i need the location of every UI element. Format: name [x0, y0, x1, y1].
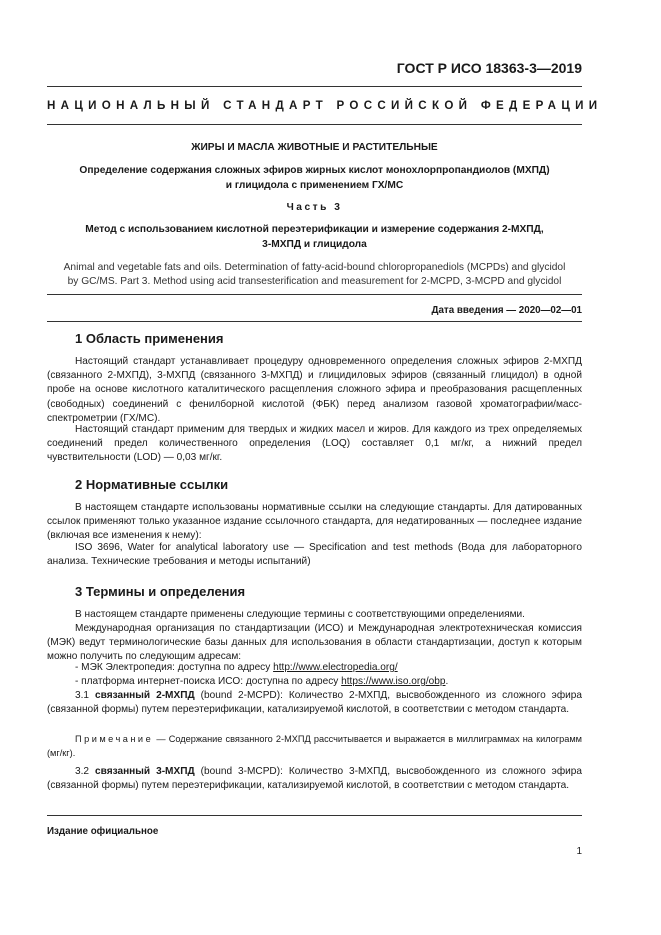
part-title-line-2: 3-МХПД и глицидола: [262, 239, 367, 250]
header-rule: [47, 86, 582, 87]
list-item-iso-obp: [47, 675, 582, 689]
part-title: [47, 222, 582, 252]
list-item-iso-obp-text: - платформа интернет-поиска ИСО: доступна по адресу: [75, 676, 342, 687]
definition-3-2-number: 3.2: [75, 766, 96, 777]
section-1-paragraph-1: Настоящий стандарт устанавливает процедуру одновременного определения сложных эфиров 2-МХПД (связанного 2-МХПД), 3-МХПД (связанного 3-МХПД) и глицидиловых эфиров (связанный глицидол) в одной пробе на основе кислотного каталитического расщепления сложного эфира и преобразования расщепленных (свободных) соединений с фенилборной кислотой (ФБК) перед анализом газовой хроматографии/масс-спектрометрии (ГХ/МС).: [47, 356, 582, 424]
date-rule: [47, 321, 582, 322]
definition-3-1: [47, 689, 582, 717]
section-3-paragraph-1: В настоящем стандарте применены следующие термины с соответствующими определениями.: [75, 609, 525, 620]
official-edition-label: Издание официальное: [47, 826, 159, 837]
list-item-electropedia-text: - МЭК Электропедия: доступна по адресу: [75, 662, 274, 673]
title-rule: [47, 294, 582, 295]
part-title-line-1: Метод с использованием кислотной переэтерификации и измерение содержания 2-МХПД,: [85, 224, 544, 235]
english-title-line-1: Animal and vegetable fats and oils. Determination of fatty-acid-bound chloropropanediols (MCPDs) and glycidol: [63, 262, 566, 273]
subtitle-line-2: и глицидола с применением ГХ/МС: [225, 180, 404, 191]
note-text: — Содержание связанного 2-МХПД рассчитывается и выражается в миллиграммах на килограмм (мг/кг).: [47, 734, 582, 758]
list-item-electropedia: [47, 661, 582, 675]
iso-obp-link[interactable]: https://www.iso.org/obp: [341, 676, 446, 687]
list-item-iso-obp-suffix: .: [445, 676, 449, 687]
definition-3-1-text: (bound 2-MCPD): Количество 2-МХПД, высвобожденного из сложного эфира (связанной формы) путем переэтерификации, катализируемой кислотой, в соответствии с методом стандарта.: [47, 690, 582, 716]
document-code: ГОСТ Р ИСО 18363-3—2019: [396, 60, 582, 76]
note-label: Примечание: [75, 734, 154, 744]
definition-3-1-note: [47, 733, 582, 760]
section-2-reference-iso3696: ISO 3696, Water for analytical laboratory use — Specification and test methods (Вода для лабораторного анализа. Технические требования и методы испытаний): [47, 542, 582, 568]
subtitle: [47, 163, 582, 193]
section-2-heading: 2 Нормативные ссылки: [75, 477, 229, 492]
title-main: ЖИРЫ И МАСЛА ЖИВОТНЫЕ И РАСТИТЕЛЬНЫЕ: [191, 142, 438, 153]
definition-3-2-term: связанный 3-МХПД: [95, 766, 195, 777]
english-title-line-2: by GC/MS. Part 3. Method using acid transesterification and measurement for 2-MCPD, 3-MCPD and glycidol: [67, 276, 562, 287]
definition-3-1-term: связанный 2-МХПД: [95, 690, 195, 701]
section-1-heading: 1 Область применения: [75, 331, 224, 346]
section-2-paragraph-1: В настоящем стандарте использованы нормативные ссылки на следующие стандарты. Для датированных ссылок применяют только указанное издание ссылочного стандарта, для недатированных — последнее издание (включая все изменения к нему):: [47, 502, 582, 542]
section-3-paragraph-2: Международная организация по стандартизации (ИСО) и Международная электротехническая комиссия (МЭК) ведут терминологические базы данных для использования в области стандартизации, доступ к которым можно получить по следующим адресам:: [47, 623, 582, 663]
english-title: [47, 261, 582, 289]
part-label: Часть 3: [286, 202, 343, 213]
definition-3-1-number: 3.1: [75, 690, 96, 701]
subtitle-line-1: Определение содержания сложных эфиров жирных кислот монохлорпропандиолов (МХПД): [79, 165, 550, 176]
definition-3-2: [47, 765, 582, 793]
section-3-heading: 3 Термины и определения: [75, 584, 246, 599]
banner-rule: [47, 124, 582, 125]
section-1-paragraph-2: Настоящий стандарт применим для твердых и жидких масел и жиров. Для каждого из трех определяемых соединений предел количественного определения (LOQ) составляет 0,1 мг/кг, а нижний предел чувствительности (LOD) — 0,03 мг/кг.: [47, 424, 582, 464]
electropedia-link[interactable]: http://www.electropedia.org/: [273, 662, 398, 673]
national-standard-banner: НАЦИОНАЛЬНЫЙ СТАНДАРТ РОССИЙСКОЙ ФЕДЕРАЦИИ: [47, 99, 603, 112]
footer-rule: [47, 815, 582, 816]
introduction-date: Дата введения — 2020—02—01: [431, 305, 582, 316]
definition-3-2-text: (bound 3-MCPD): Количество 3-МХПД, высвобожденного из сложного эфира (связанной формы) путем переэтерификации, катализируемой кислотой, в соответствии с методом стандарта.: [47, 766, 582, 792]
page-number: 1: [576, 846, 582, 857]
